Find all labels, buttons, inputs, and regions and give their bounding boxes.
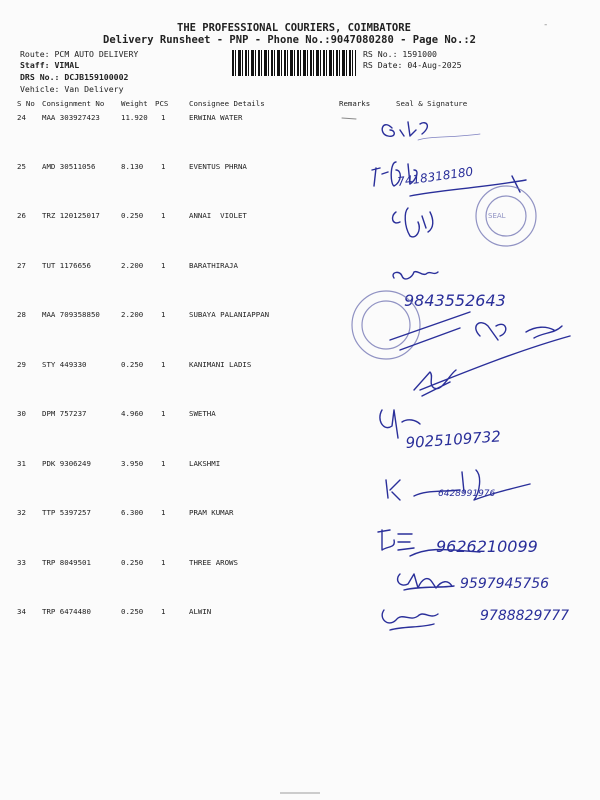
row-sno: 30 [17,409,26,418]
row-consignment: MAA 709358850 [42,310,100,319]
col-pcs: PCS [155,99,169,108]
col-remarks: Remarks [339,99,371,108]
row-weight: 0.250 [121,360,144,369]
barcode [232,50,356,76]
row-weight: 6.300 [121,508,144,517]
row-weight: 11.920 [121,113,148,122]
row-pcs: 1 [161,409,166,418]
row-consignment: MAA 303927423 [42,113,100,122]
row-consignment: TRZ 120125017 [42,211,100,220]
row-consignee: EVENTUS PHRNA [189,162,247,171]
row-pcs: 1 [161,113,166,122]
row-consignment: TTP 5397257 [42,508,91,517]
signature-number-30: 9025109732 [405,427,502,452]
row-sno: 34 [17,607,26,616]
col-consignee: Consignee Details [189,99,265,108]
row-weight: 0.250 [121,558,144,567]
row-consignee: ANNAI VIOLET [189,211,247,220]
rs-date: RS Date: 04-Aug-2025 [363,60,462,70]
rs-number: RS No.: 1591000 [363,49,437,59]
col-signature: Seal & Signature [396,99,468,108]
signature-row-33 [398,574,550,592]
signature-number-34: 9788829777 [480,608,570,624]
row-sno: 33 [17,558,26,567]
row-consignee: ALWIN [189,607,212,616]
signature-row-24 [382,122,480,140]
signature-row-28 [352,272,562,359]
row-sno: 31 [17,459,26,468]
svg-text:SEAL: SEAL [488,212,506,220]
row-pcs: 1 [161,162,166,171]
staff-label: Staff: VIMAL [20,60,80,70]
signature-area [330,100,590,640]
row-pcs: 1 [161,310,166,319]
row-sno: 29 [17,360,26,369]
signature-row-32 [378,530,538,556]
vehicle-label: Vehicle: Van Delivery [20,84,124,94]
col-consignment: Consignment No [42,99,105,108]
signature-row-31 [386,470,530,500]
row-pcs: 1 [161,508,166,517]
row-pcs: 1 [161,607,166,616]
row-sno: 25 [17,162,26,171]
row-sno: 32 [17,508,26,517]
signature-number-25: 7418318180 [396,164,475,189]
row-consignment: DPM 757237 [42,409,87,418]
row-weight: 2.200 [121,310,144,319]
row-consignee: PRAM KUMAR [189,508,234,517]
row-pcs: 1 [161,558,166,567]
row-weight: 2.200 [121,261,144,270]
signature-number-33: 9597945756 [460,576,550,592]
row-consignment: STY 449330 [42,360,87,369]
row-weight: 3.950 [121,459,144,468]
drs-number: DRS No.: DCJB159100002 [20,72,129,82]
row-consignee: KANIMANI LADIS [189,360,252,369]
row-consignment: TRP 8049501 [42,558,91,567]
row-weight: 0.250 [121,211,144,220]
row-consignment: AMD 30511056 [42,162,96,171]
row-consignee: SUBAYA PALANIAPPAN [189,310,270,319]
signature-number-32: 9626210099 [436,537,538,556]
col-weight: Weight [121,99,148,108]
row-sno: 26 [17,211,26,220]
row-consignment: PDK 9306249 [42,459,91,468]
row-consignee: LAKSHMI [189,459,221,468]
row-weight: 0.250 [121,607,144,616]
row-consignee: ERWINA WATER [189,113,243,122]
route-label: Route: PCM AUTO DELIVERY [20,49,139,59]
row-weight: 8.130 [121,162,144,171]
signature-number-31: 6428991976 [438,489,496,499]
row-sno: 27 [17,261,26,270]
row-pcs: 1 [161,261,166,270]
row-consignee: THREE AROWS [189,558,238,567]
row-consignee: SWETHA [189,409,216,418]
company-title: THE PROFESSIONAL COURIERS, COIMBATORE [177,22,411,34]
corner-mark: - [543,20,549,30]
runsheet-subtitle: Delivery Runsheet - PNP - Phone No.:9047080280 - Page No.:2 [103,34,476,46]
row-consignment: TRP 6474480 [42,607,91,616]
signature-number-28: 9843552643 [404,291,506,310]
row-pcs: 1 [161,459,166,468]
signature-row-34 [382,608,569,630]
stamp-circle [476,186,536,246]
remark-scribble [342,118,356,119]
signature-row-30 [380,410,502,452]
row-sno: 28 [17,310,26,319]
signature-row-29 [414,336,570,396]
bottom-smudge [280,792,320,794]
row-pcs: 1 [161,211,166,220]
signature-row-25 [372,162,526,196]
row-pcs: 1 [161,360,166,369]
row-weight: 4.960 [121,409,144,418]
col-sno: S No [17,99,35,108]
row-sno: 24 [17,113,26,122]
row-consignee: BARATHIRAJA [189,261,238,270]
row-consignment: TUT 1176656 [42,261,91,270]
